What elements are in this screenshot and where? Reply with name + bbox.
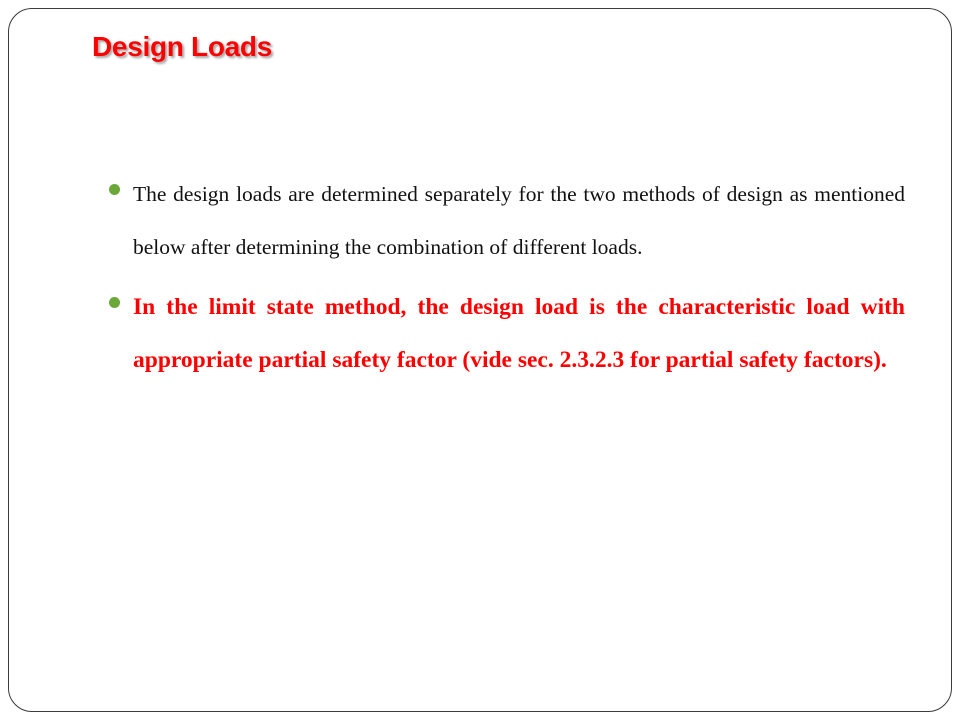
bullet-list — [107, 168, 905, 387]
round-bullet-icon — [109, 297, 120, 308]
round-bullet-icon — [109, 184, 120, 195]
slide-title: Design Loads — [92, 31, 272, 62]
bullet-text: The design loads are determined separately for the two methods of design as mentioned below after determining the combination of different loads. — [133, 182, 905, 259]
bullet-item-limit-state — [107, 281, 905, 387]
bullet-text: In the limit state method, the design load is the characteristic load with appropriate partial safety factor (vide sec. 2.3.2.3 for partial safety factors). — [133, 294, 905, 373]
bullet-item-design-loads — [107, 168, 905, 274]
